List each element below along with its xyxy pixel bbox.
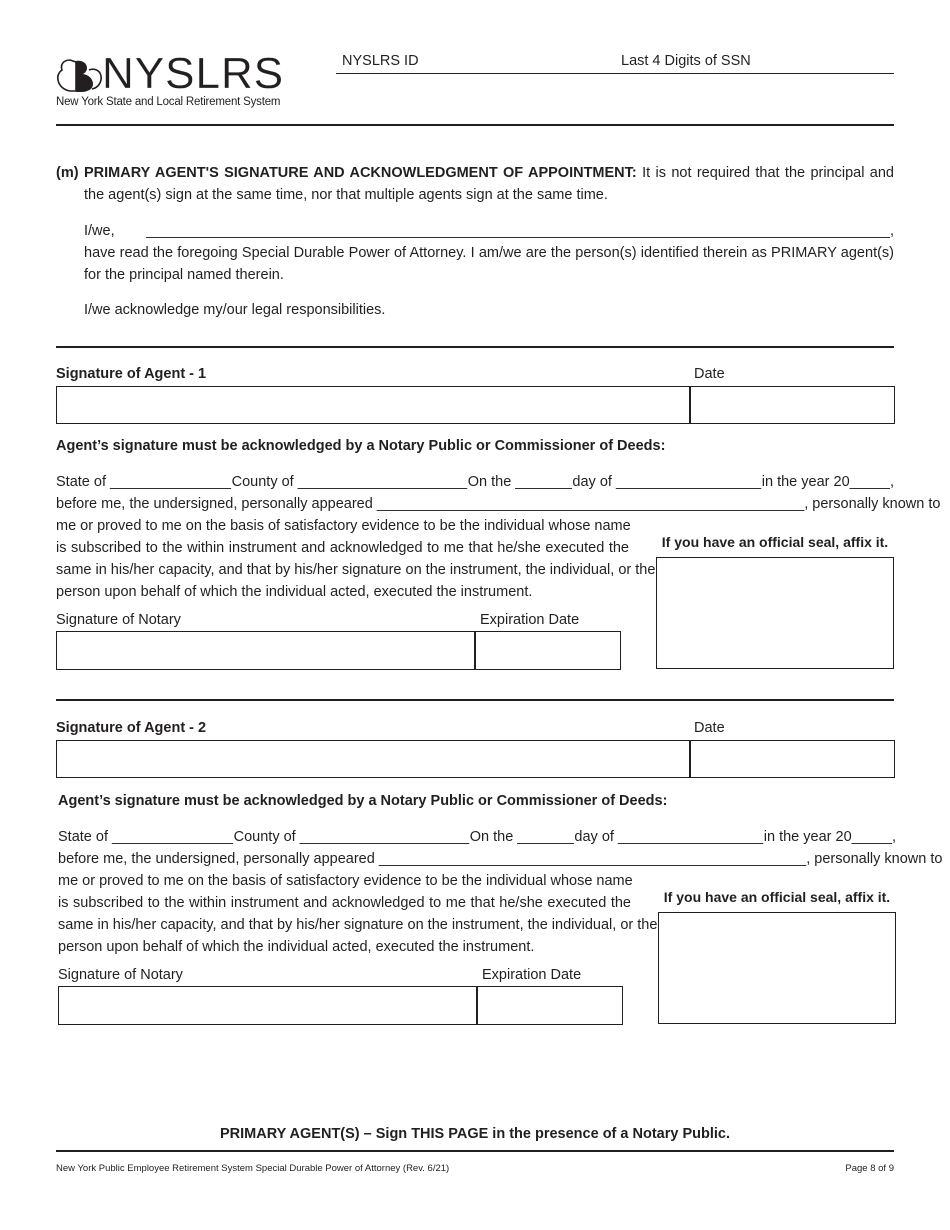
agent-2-seal-label: If you have an official seal, affix it. [663,889,891,905]
agent-2-body-line: is subscribed to the within instrument and acknowledged to me that he/she executed the [58,895,631,911]
agent-1-expiration-box[interactable] [474,631,621,670]
agent-1-onthe-field[interactable]: On the _______ [467,474,572,490]
agent-1-dayof-field[interactable]: day of __________________ [572,474,762,490]
agent-1-body-line: person upon behalf of which the individual acted, executed the instrument. [56,584,533,600]
section-heading: PRIMARY AGENT'S SIGNATURE AND ACKNOWLEDGMENT OF APPOINTMENT: [84,165,637,181]
section-intro-line2: the agent(s) sign at the same time, nor that multiple agents sign at the same time. [84,187,608,203]
agent-2-seal-box[interactable] [658,912,896,1024]
agent-2-notary-line1[interactable] [58,826,896,848]
agent-2-year-field[interactable]: in the year 20_____, [763,829,896,845]
acknowledge-text: I/we acknowledge my/our legal responsibilities. [84,302,386,318]
agent-1-body-line: is subscribed to the within instrument and acknowledged to me that he/she executed the [56,540,629,556]
footer-instruction: PRIMARY AGENT(S) – Sign THIS PAGE in the presence of a Notary Public. [220,1126,730,1142]
agent-2-notary-line2[interactable] [58,848,943,870]
logo-subtitle: New York State and Local Retirement System [56,96,281,108]
agent-2-known-text: , personally known to [806,851,943,867]
section-divider-2 [56,699,894,701]
agent-1-seal-box[interactable] [656,557,894,669]
agent-1-notary-signature-box[interactable] [56,631,476,670]
section-marker: (m) [56,165,79,181]
read-line1 [84,242,894,264]
agent-2-appeared-field[interactable]: before me, the undersigned, personally appeared _____________________________________________________ [58,851,807,867]
agent-1-signature-label: Signature of Agent - 1 [56,366,207,382]
agent-2-dayof-field[interactable]: day of __________________ [574,829,764,845]
agent-2-date-label: Date [694,720,725,736]
agent-2-signature-box[interactable] [56,740,691,778]
agent-1-notary-sig-label: Signature of Notary [56,612,181,628]
agent-1-notary-body [56,515,656,603]
agent-2-expiration-label: Expiration Date [482,967,582,983]
agent-2-notary-body [58,870,658,958]
section-intro-rest: It is not required that the principal and [642,165,894,181]
agent-1-date-box[interactable] [689,386,895,424]
iwe-line[interactable] [84,220,894,242]
agent-2-notary-sig-label: Signature of Notary [58,967,183,983]
header-divider [56,124,894,126]
agent-1-appeared-field[interactable]: before me, the undersigned, personally appeared _____________________________________________________ [56,496,805,512]
agent-2-body-line: person upon behalf of which the individual acted, executed the instrument. [58,939,535,955]
agent-1-signature-box[interactable] [56,386,691,424]
agent-2-body-line: me or proved to me on the basis of satisfactory evidence to be the individual whose name [58,873,633,889]
nyslrs-logo-icon [56,58,104,94]
agent-1-date-label: Date [694,366,725,382]
agent-2-body-line: same in his/her capacity, and that by his/her signature on the instrument, the individual, or the [58,917,658,933]
agent-1-expiration-label: Expiration Date [480,612,580,628]
footer-divider [56,1150,894,1152]
section-divider-1 [56,346,894,348]
agent-2-notary-signature-box[interactable] [58,986,478,1025]
agent-1-state-field[interactable]: State of _______________ [56,474,231,490]
agent-1-body-line: me or proved to me on the basis of satisfactory evidence to be the individual whose name [56,518,631,534]
agent-1-notary-heading: Agent’s signature must be acknowledged by a Notary Public or Commissioner of Deeds: [56,438,666,454]
nyslrs-id-label: NYSLRS ID [342,53,419,69]
agent-2-date-box[interactable] [689,740,895,778]
read-line2: for the principal named therein. [84,267,284,283]
header-field-underline [336,73,894,74]
agent-1-body-line: same in his/her capacity, and that by his/her signature on the instrument, the individual, or the [56,562,656,578]
iwe-blank: ____________________________________________________________________________________________, [146,223,894,239]
read-line1-text: have read the foregoing Special Durable Power of Attorney. I am/we are the person(s) identified therein as PRIMARY agent(s) [84,245,894,261]
agent-1-notary-line1[interactable] [56,471,894,493]
agent-2-county-field[interactable]: County of _____________________ [233,829,470,845]
footer-form-name: New York Public Employee Retirement System Special Durable Power of Attorney (Rev. 6/21) [56,1163,450,1174]
footer-page-number: Page 8 of 9 [845,1163,894,1174]
agent-1-notary-line2[interactable] [56,493,941,515]
agent-2-notary-heading: Agent’s signature must be acknowledged by a Notary Public or Commissioner of Deeds: [58,793,668,809]
logo [56,49,285,112]
agent-2-onthe-field[interactable]: On the _______ [469,829,574,845]
agent-2-state-field[interactable]: State of _______________ [58,829,233,845]
agent-1-year-field[interactable]: in the year 20_____, [761,474,894,490]
agent-2-expiration-box[interactable] [476,986,623,1025]
section-intro-line1 [84,162,894,184]
ssn-label: Last 4 Digits of SSN [621,53,751,69]
agent-2-signature-label: Signature of Agent - 2 [56,720,207,736]
iwe-label: I/we, [84,223,115,239]
agent-1-county-field[interactable]: County of _____________________ [231,474,468,490]
agent-1-known-text: , personally known to [804,496,941,512]
logo-wordmark: NYSLRS [102,49,285,98]
agent-1-seal-label: If you have an official seal, affix it. [661,534,889,550]
id-ssn-field[interactable] [336,50,894,74]
